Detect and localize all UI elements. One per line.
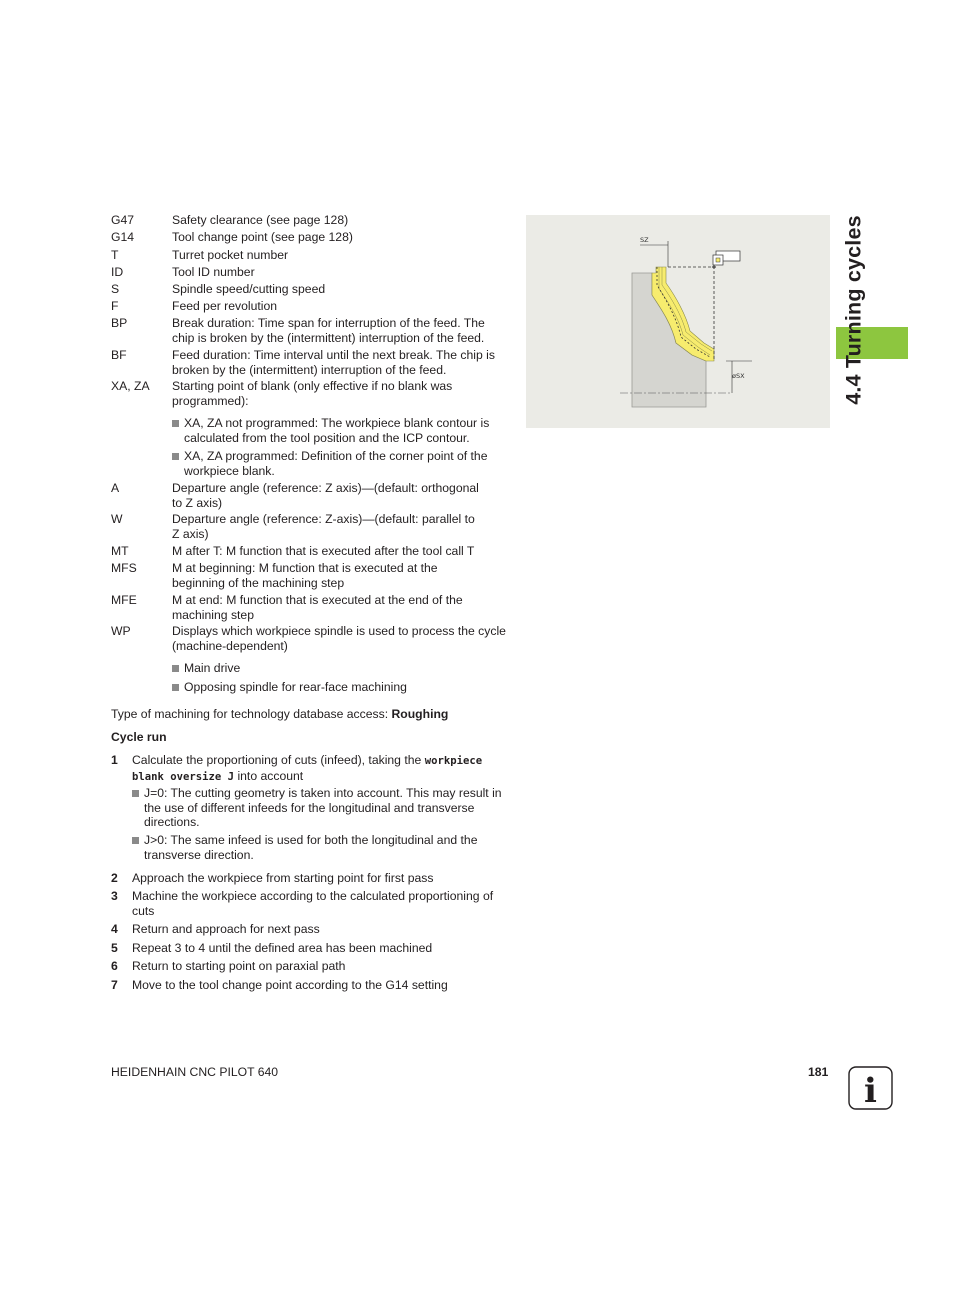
param-key: BP (111, 316, 128, 330)
step-number: 4 (111, 922, 118, 936)
param-key: MFE (111, 593, 137, 607)
param-desc: Spindle speed/cutting speed (172, 282, 326, 296)
step-text: Move to the tool change point according to the G14 setting (132, 978, 448, 992)
list-item: J>0: The same infeed is used for both the longitudinal and the transverse direction. (132, 833, 506, 862)
list-item: Main drive (172, 661, 506, 676)
param-desc: Safety clearance (see page 128) (172, 213, 349, 227)
param-key: W (111, 512, 123, 526)
param-key: ID (111, 265, 124, 279)
list-item: XA, ZA not programmed: The workpiece blank contour is calculated from the tool position and the ICP contour. (172, 416, 506, 445)
step-number: 2 (111, 871, 118, 885)
param-key: G47 (111, 213, 135, 227)
list-item: XA, ZA programmed: Definition of the corner point of the workpiece blank. (172, 449, 506, 478)
param-key: F (111, 299, 119, 313)
param-desc: Feed duration: Time interval until the next break. The chip is broken by the (intermittent) interruption of the feed. (172, 348, 495, 377)
param-desc: Tool ID number (172, 265, 255, 279)
step-text: Approach the workpiece from starting point for first pass (132, 871, 434, 885)
param-desc: Displays which workpiece spindle is used to process the cycle (machine-dependent) (172, 624, 506, 653)
param-desc: Break duration: Time span for interruption of the feed. The chip is broken by the (intermittent) interruption of the feed. (172, 316, 485, 345)
square-bullet-icon (172, 453, 179, 460)
step-number: 1 (111, 753, 118, 767)
step-text: Machine the workpiece according to the calculated proportioning of cuts (132, 889, 494, 918)
param-desc: M after T: M function that is executed after the tool call T (172, 544, 475, 558)
step-number: 7 (111, 978, 118, 992)
param-desc: Departure angle (reference: Z-axis)—(default: parallel to Z axis) (172, 512, 475, 541)
step-text: Calculate the proportioning of cuts (infeed), taking the workpiece blank oversize J into account (132, 753, 483, 783)
param-key: WP (111, 624, 131, 638)
square-bullet-icon (132, 837, 139, 844)
step-number: 6 (111, 959, 118, 973)
svg-text:i: i (864, 1071, 877, 1110)
step-text: Return and approach for next pass (132, 922, 320, 936)
step-number: 3 (111, 889, 118, 903)
param-key: XA, ZA (111, 379, 150, 393)
param-desc: M at end: M function that is executed at the end of the machining step (172, 593, 463, 622)
square-bullet-icon (172, 684, 179, 691)
page-number: 181 (808, 1065, 829, 1079)
param-desc: Turret pocket number (172, 248, 289, 262)
param-key: BF (111, 348, 127, 362)
param-key: T (111, 248, 119, 262)
start-point-mark (712, 265, 716, 269)
info-icon (848, 1066, 893, 1110)
param-key: G14 (111, 230, 135, 244)
section-heading: Cycle run (111, 730, 167, 744)
turning-cycle-figure (526, 215, 830, 428)
square-bullet-icon (172, 420, 179, 427)
param-desc: Feed per revolution (172, 299, 278, 313)
turning-diagram (526, 215, 830, 428)
section-title: 4.4 Turning cycles (841, 215, 866, 405)
param-desc: M at beginning: M function that is executed at the beginning of the machining step (172, 561, 438, 590)
param-key: S (111, 282, 120, 296)
tool-tip (716, 258, 720, 262)
param-desc: Starting point of blank (only effective if no blank was programmed): (172, 379, 453, 408)
square-bullet-icon (132, 790, 139, 797)
list-item: Opposing spindle for rear-face machining (172, 680, 506, 695)
param-key: MT (111, 544, 129, 558)
machining-type: Type of machining for technology database access: Roughing (111, 707, 449, 721)
step-text: Return to starting point on paraxial path (132, 959, 346, 973)
param-desc: Tool change point (see page 128) (172, 230, 353, 244)
sz-label: SZ (640, 236, 649, 244)
square-bullet-icon (172, 665, 179, 672)
param-desc: Departure angle (reference: Z axis)—(default: orthogonal to Z axis) (172, 481, 479, 510)
list-item: J=0: The cutting geometry is taken into account. This may result in the use of different infeeds for the longitudinal and transverse directions. (132, 786, 506, 830)
footer-manual-name: HEIDENHAIN CNC PILOT 640 (111, 1065, 279, 1079)
step-number: 5 (111, 941, 118, 955)
param-key: MFS (111, 561, 137, 575)
sx-label: øSX (732, 372, 745, 380)
param-key: A (111, 481, 120, 495)
step-text: Repeat 3 to 4 until the defined area has been machined (132, 941, 433, 955)
